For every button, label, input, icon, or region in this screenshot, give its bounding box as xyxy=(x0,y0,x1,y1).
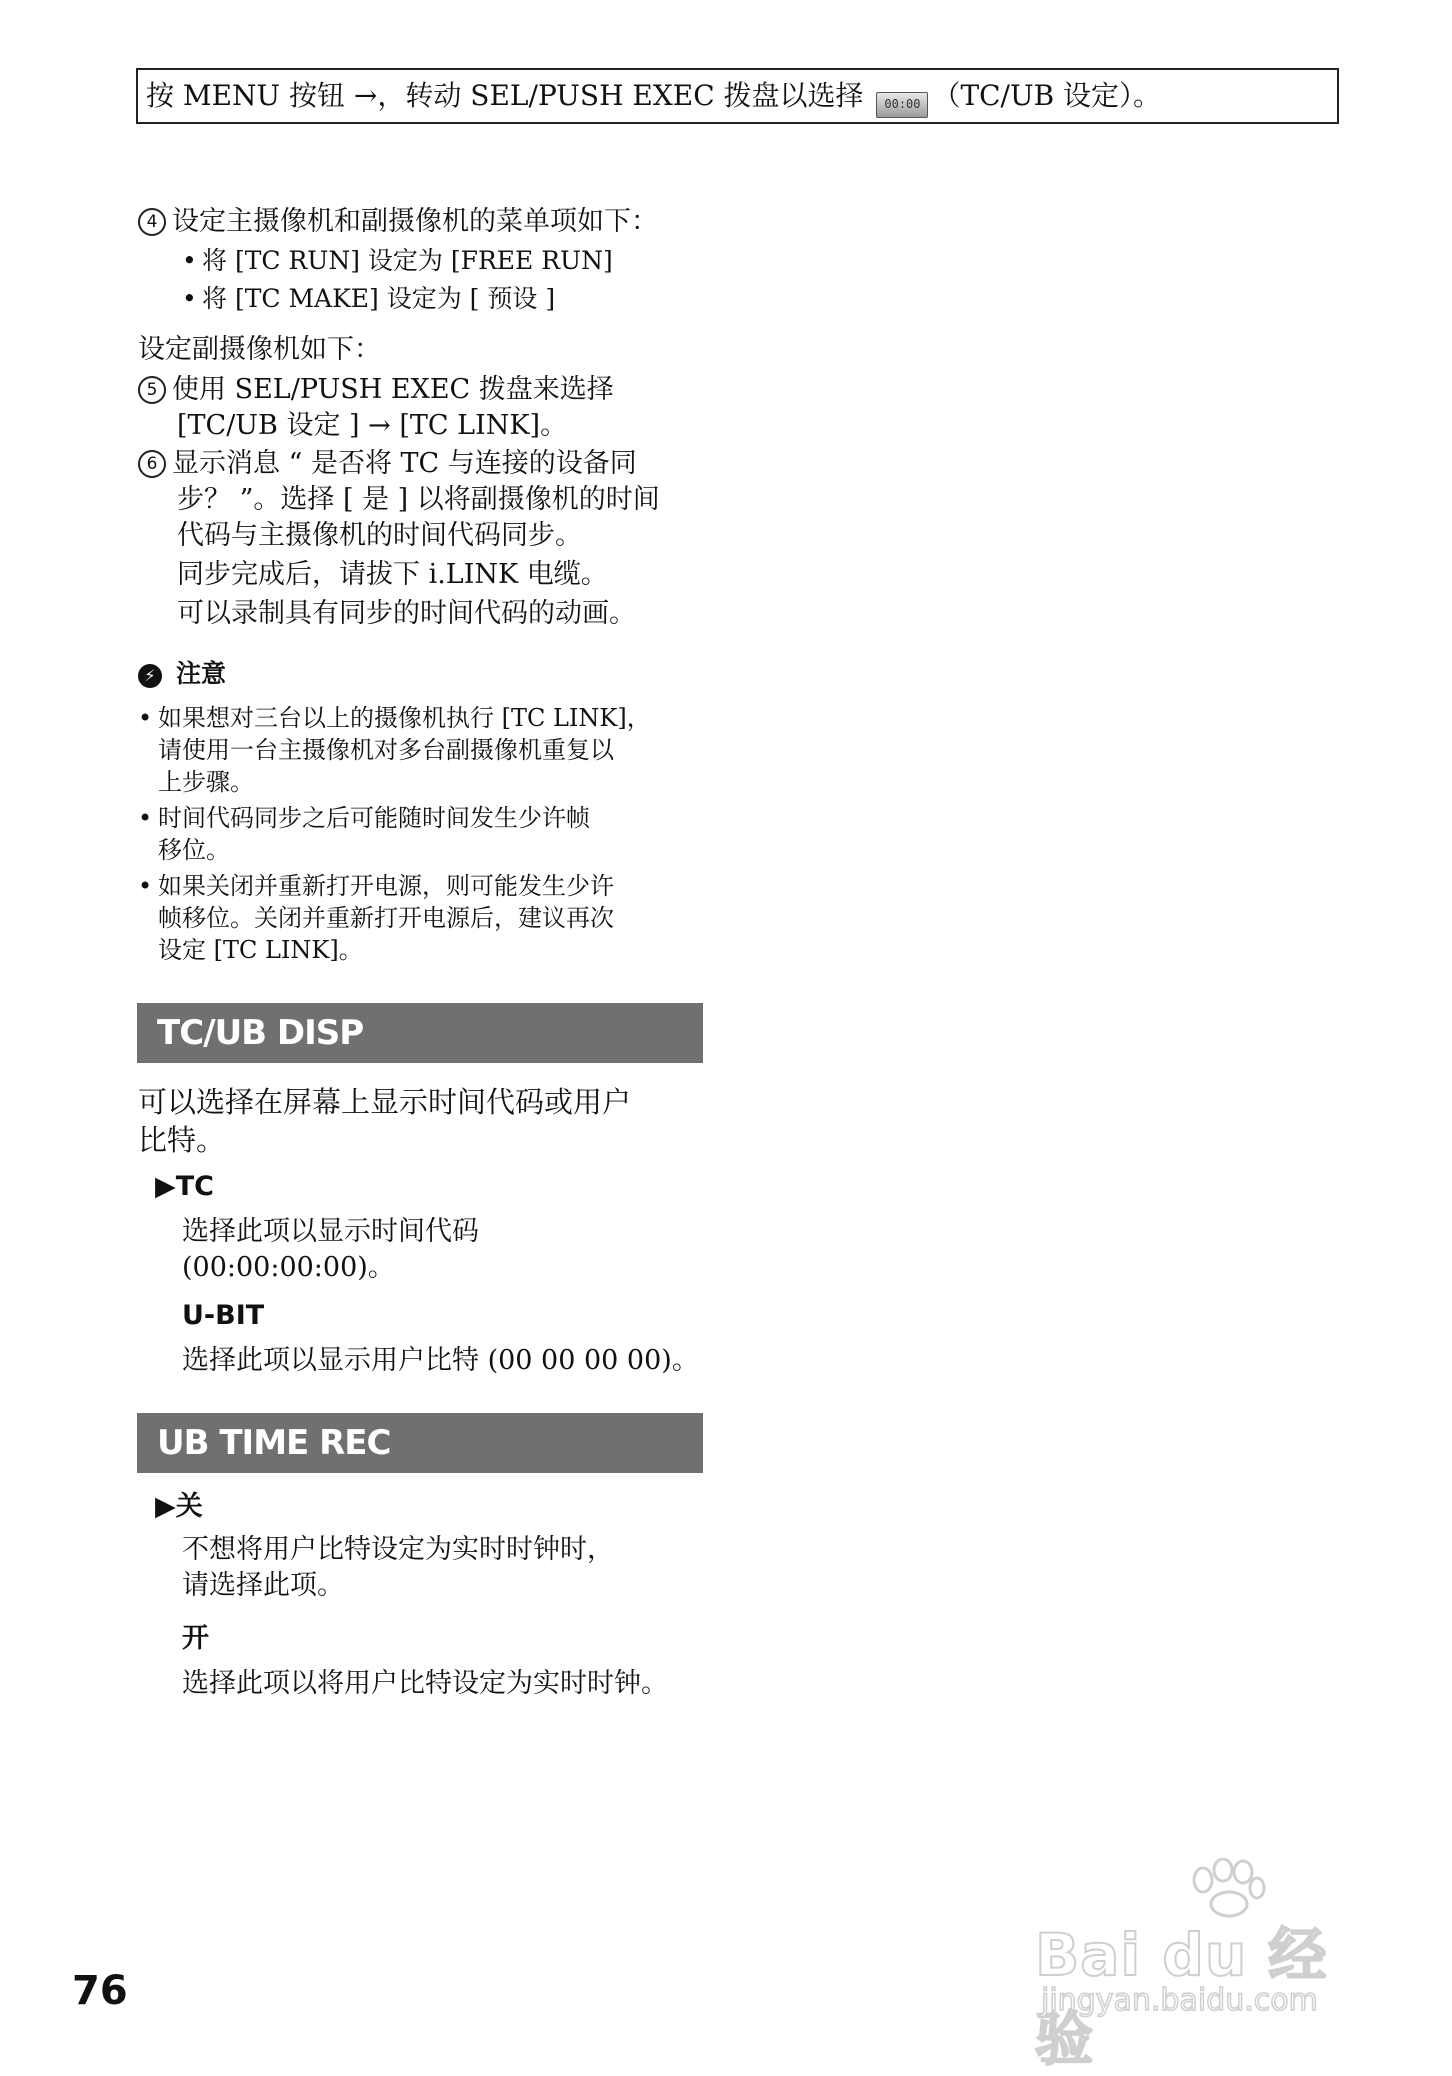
option-on: 开 xyxy=(182,1623,209,1654)
instruction-middle: ，转动 SEL/PUSH EXEC 拨盘以选择 xyxy=(377,79,873,112)
caution-note-line: 请使用一台主摄像机对多台副摄像机重复以 xyxy=(158,736,614,764)
sub-camera-heading: 设定副摄像机如下： xyxy=(138,334,381,365)
option-ubit: U-BIT xyxy=(182,1300,265,1331)
caution-heading: ⚡ 注意 xyxy=(138,656,226,692)
step-6-line: 步？ ”。选择 [ 是 ] 以将副摄像机的时间 xyxy=(177,484,660,515)
menu-instruction-box xyxy=(136,68,1339,124)
step-number-4: 4 xyxy=(138,208,166,236)
tc-ub-menu-icon: 00:00 xyxy=(876,92,928,118)
caution-note: • 如果想对三台以上的摄像机执行 [TC LINK]， xyxy=(138,704,651,732)
caution-note: • 如果关闭并重新打开电源，则可能发生少许 xyxy=(138,872,614,900)
step-6-line: 同步完成后，请拔下 i.LINK 电缆。 xyxy=(177,559,608,590)
option-off-desc: 不想将用户比特设定为实时时钟时， xyxy=(182,1534,614,1565)
option-off-desc: 请选择此项。 xyxy=(182,1570,344,1601)
step-4 xyxy=(138,204,658,240)
step-5-line: [TC/UB 设定 ] → [TC LINK]。 xyxy=(177,410,568,441)
step-5: 5 使用 SEL/PUSH EXEC 拨盘来选择 xyxy=(138,372,614,408)
watermark-logo: Bai du 经验 xyxy=(1035,1921,1328,2073)
watermark-url: jingyan.baidu.com xyxy=(1041,1983,1318,2018)
step-4-bullet: • 将 [TC RUN] 设定为 [FREE RUN] xyxy=(182,246,613,275)
option-tc: ▶TC xyxy=(155,1171,214,1202)
caution-note-line: 上步骤。 xyxy=(158,768,254,796)
default-marker-icon: ▶ xyxy=(155,1491,176,1522)
section-header-tcub-disp: TC/UB DISP xyxy=(137,1003,703,1063)
instruction-suffix: （TC/UB 设定）。 xyxy=(932,79,1162,112)
page-number: 76 xyxy=(72,1968,128,2014)
default-marker-icon: ▶ xyxy=(155,1171,176,1202)
step-number-6: 6 xyxy=(138,450,166,478)
option-on-desc: 选择此项以将用户比特设定为实时时钟。 xyxy=(182,1668,668,1699)
option-off: ▶关 xyxy=(155,1491,203,1522)
caution-lightning-icon: ⚡ xyxy=(138,664,162,688)
step-4-text: 设定主摄像机和副摄像机的菜单项如下： xyxy=(172,206,658,237)
arrow-icon: → xyxy=(353,79,378,112)
step-6-line: 代码与主摄像机的时间代码同步。 xyxy=(177,520,582,551)
option-tc-desc: (00:00:00:00)。 xyxy=(182,1252,395,1283)
instruction-prefix: 按 MENU 按钮 xyxy=(146,79,354,112)
step-6-line: 可以录制具有同步的时间代码的动画。 xyxy=(177,598,636,629)
step-number-5: 5 xyxy=(138,376,166,404)
section-header-ub-time-rec: UB TIME REC xyxy=(137,1413,703,1473)
caution-note-line: 帧移位。关闭并重新打开电源后，建议再次 xyxy=(158,904,614,932)
caution-note-line: 设定 [TC LINK]。 xyxy=(158,936,363,964)
tcub-intro-line: 比特。 xyxy=(138,1123,226,1157)
step-4-bullet: • 将 [TC MAKE] 设定为 [ 预设 ] xyxy=(182,284,556,313)
tcub-intro-line: 可以选择在屏幕上显示时间代码或用户 xyxy=(138,1085,632,1119)
option-ubit-desc: 选择此项以显示用户比特 (00 00 00 00)。 xyxy=(182,1345,699,1376)
step-6: 6 显示消息 “ 是否将 TC 与连接的设备同 xyxy=(138,446,637,482)
caution-note: • 时间代码同步之后可能随时间发生少许帧 xyxy=(138,804,590,832)
baidu-jingyan-watermark xyxy=(1035,1858,1375,2073)
caution-note-line: 移位。 xyxy=(158,836,230,864)
option-tc-desc: 选择此项以显示时间代码 xyxy=(182,1216,479,1247)
